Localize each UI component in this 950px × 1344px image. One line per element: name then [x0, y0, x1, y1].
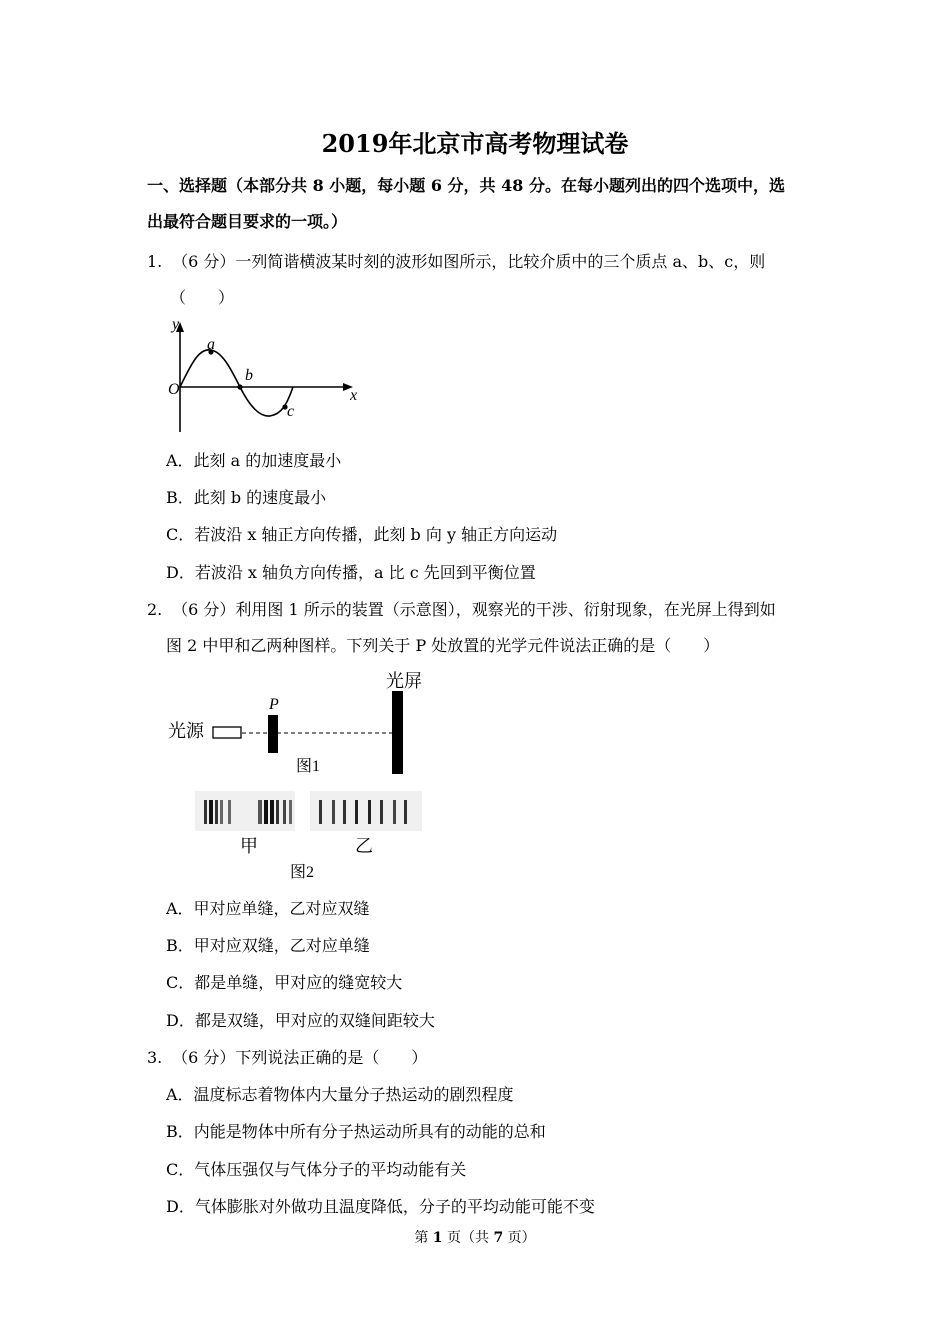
page-total: 7 — [493, 1230, 504, 1246]
page-title: 2019年北京市高考物理试卷 — [321, 129, 629, 158]
light-source — [213, 727, 241, 738]
q2-option-d: D．都是双缝，甲对应的双缝间距较大 — [166, 1011, 435, 1030]
q2-option-a: A．甲对应单缝，乙对应双缝 — [166, 899, 370, 918]
wave-curve — [180, 350, 293, 416]
page-number: 1 — [432, 1230, 443, 1246]
source-label: 光源 — [168, 721, 204, 741]
yi-label: 乙 — [355, 836, 373, 856]
optical-element-p — [268, 715, 278, 753]
x-axis-label: x — [350, 387, 358, 404]
point-c-label: c — [287, 403, 295, 420]
p-label: P — [269, 696, 279, 713]
question-stem: （6 分）下列说法正确的是（ ） — [172, 1048, 428, 1067]
wave-figure — [160, 312, 365, 437]
point-b — [237, 384, 242, 389]
optics-figure — [160, 665, 435, 885]
question-stem: （6 分）一列简谐横波某时刻的波形如图所示，比较介质中的三个质点 a、b、c，则 — [172, 252, 766, 271]
q1-option-a: A．此刻 a 的加速度最小 — [166, 451, 342, 470]
y-axis-label: y — [172, 316, 180, 333]
question-number: 1. — [147, 252, 163, 271]
question-2 — [147, 597, 776, 620]
q3-option-a: A．温度标志着物体内大量分子热运动的剧烈程度 — [166, 1085, 514, 1104]
question-1 — [147, 249, 765, 272]
footer-suffix: 页） — [503, 1230, 536, 1246]
point-b-label: b — [245, 367, 253, 384]
section-heading-line1: 一、选择题（本部分共 8 小题，每小题 6 分，共 48 分。在每小题列出的四个选项中，选 — [147, 176, 785, 195]
q3-option-b: B．内能是物体中所有分子热运动所具有的动能的总和 — [166, 1122, 546, 1141]
origin-label: O — [168, 381, 180, 398]
q2-option-b: B．甲对应双缝，乙对应单缝 — [166, 936, 370, 955]
q1-option-b: B．此刻 b 的速度最小 — [166, 488, 327, 507]
question-stem: （6 分）利用图 1 所示的装置（示意图），观察光的干涉、衍射现象，在光屏上得到如 — [172, 600, 776, 619]
q3-option-c: C．气体压强仅与气体分子的平均动能有关 — [166, 1160, 467, 1179]
fig1-caption: 图1 — [296, 758, 321, 775]
question-1-stem-line2: （ ） — [170, 288, 235, 307]
q1-option-c: C．若波沿 x 轴正方向传播，此刻 b 向 y 轴正方向运动 — [166, 525, 558, 544]
jia-label: 甲 — [240, 836, 258, 856]
light-screen — [392, 691, 403, 774]
question-number: 3. — [147, 1048, 163, 1067]
q2-option-c: C．都是单缝，甲对应的缝宽较大 — [166, 973, 403, 992]
q1-option-d: D．若波沿 x 轴负方向传播，a 比 c 先回到平衡位置 — [166, 563, 536, 582]
section-heading-line2: 出最符合题目要求的一项。） — [147, 212, 348, 231]
screen-label: 光屏 — [386, 671, 422, 691]
page-footer — [0, 1227, 950, 1247]
point-a-label: a — [207, 336, 215, 353]
question-2-stem-line2: 图 2 中甲和乙两种图样。下列关于 P 处放置的光学元件说法正确的是（ ） — [166, 636, 720, 655]
question-3 — [147, 1045, 427, 1068]
question-number: 2. — [147, 600, 163, 619]
footer-middle: 页（共 — [442, 1230, 494, 1246]
q3-option-d: D．气体膨胀对外做功且温度降低，分子的平均动能可能不变 — [166, 1197, 595, 1216]
footer-prefix: 第 — [414, 1230, 433, 1246]
fig2-caption: 图2 — [290, 864, 315, 881]
